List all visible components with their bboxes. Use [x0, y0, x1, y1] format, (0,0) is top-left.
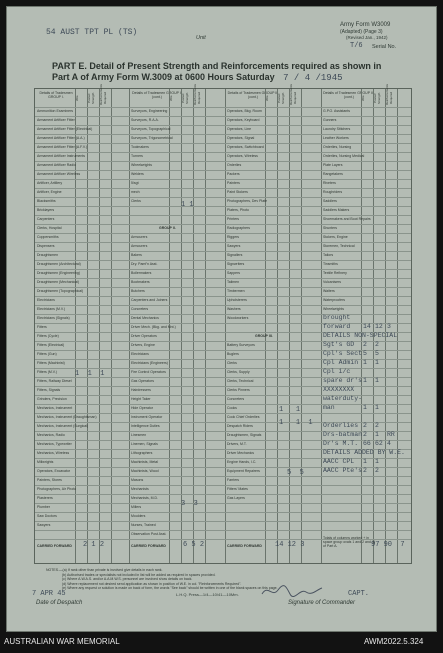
signature-label: Signature of Commander: [288, 600, 356, 606]
trade-label: Surveyors, Topographical: [131, 127, 171, 131]
trade-label: Masons: [131, 478, 144, 482]
printer-line: L.H.Q. Press—1/4—10/41—10Mm.: [176, 592, 239, 597]
trade-label: Butchers: [131, 289, 145, 293]
trade-label: Fitters, Railway Diesel: [37, 379, 72, 383]
trade-label: Armament Artificer Wireless: [37, 172, 81, 176]
column-header-posted: Posted Strength: [87, 92, 95, 104]
trade-label: Wheelwrights: [323, 307, 345, 311]
trade-label: Observation Post Asst.: [131, 532, 167, 536]
trade-label: Operators, Switchboard: [227, 145, 264, 149]
trade-label: Fitters (Machinist): [37, 361, 65, 365]
carried-forward-1: CARRIED FORWARD: [37, 544, 72, 548]
trade-label: Clerks Pinners: [227, 388, 250, 392]
trade-label: Fitters' Mates: [227, 487, 248, 491]
trade-label: Millers: [131, 505, 142, 509]
trade-label: mech: [131, 190, 140, 194]
trade-label: Shoemakers and Boot Repairs: [323, 217, 371, 221]
cpls-sect-value: 5: [375, 350, 379, 357]
trade-label: Operators, Keyboard: [227, 118, 260, 122]
column-header-reinf: Reinforcements Required: [193, 83, 201, 105]
trade-label: Photographers, Air Photo: [37, 487, 77, 491]
form-adapted: (Adapted) (Page 3): [340, 29, 383, 35]
trade-label: spare dr's: [323, 377, 363, 384]
trade-label: Shunters: [323, 226, 338, 230]
trade-label: 5/sgt: [131, 181, 139, 185]
engine-values: 5 5: [287, 469, 304, 477]
trade-label: brought: [323, 314, 351, 321]
trade-label: Saddlers Makers: [323, 208, 350, 212]
trade-label: Vulcanisers: [323, 280, 341, 284]
trade-label: Armourers: [131, 244, 148, 248]
trade-label: Armament Artificer Fitter (A.F.V.): [37, 145, 88, 149]
trade-label: Draughtsmen: [37, 253, 59, 257]
trade-label: Dry. Pamf'n Asst.: [131, 262, 158, 266]
trade-label: Rangetakers: [323, 172, 343, 176]
trade-label: Tailmen: [227, 280, 240, 284]
spare-drs-value: 1: [363, 377, 367, 384]
column-header-posted: Posted Strength: [373, 92, 381, 104]
despatch-label: Date of Despatch: [36, 600, 83, 606]
title-date-typed: 7 / 4 /1945: [283, 73, 343, 83]
trade-label: Mechanics, Radio: [37, 433, 65, 437]
aacc-cpl-value: 1: [363, 458, 367, 465]
trade-label: Sawyers: [227, 244, 241, 248]
totals-col3: 14 12 3: [275, 541, 305, 549]
trade-label: Operators, Excavator: [37, 469, 71, 473]
row-line: [35, 494, 411, 495]
trade-label: Electricians (M.V.): [37, 307, 66, 311]
trade-label: Boilermakers: [131, 271, 152, 275]
row-line: [35, 521, 411, 522]
trade-label: Moulders: [131, 514, 146, 518]
trade-label: Armament Artificer Fitter: [37, 118, 75, 122]
trade-label: Saddlers: [323, 199, 337, 203]
trade-label: Armament Artificer Instruments: [37, 154, 86, 158]
row-line: [35, 215, 411, 216]
serial-typed: T/6: [350, 42, 363, 50]
column-header-we: W.E.: [169, 94, 173, 102]
column-header-we: W.E.: [265, 94, 269, 102]
trade-label: Driver Operators: [131, 334, 157, 338]
trade-label: Storemen, Technical: [323, 244, 355, 248]
trade-label: DETAILS ADDED BY W.E.: [323, 449, 405, 456]
trade-label: Fire Control Operators: [131, 370, 166, 374]
drs-batman-value: 1: [375, 431, 379, 438]
trade-label: Intelligence Duties: [131, 424, 160, 428]
trade-label: Leather Workers: [323, 136, 349, 140]
trade-label: Mechanists, M.D.: [131, 496, 159, 500]
row-line: [35, 287, 411, 288]
row-line: [35, 260, 411, 261]
form-revised: (Revised Jan., 1942): [346, 35, 388, 40]
row-line: [35, 161, 411, 162]
drs-mt-value: 4: [387, 440, 391, 447]
trade-label: Waiters: [323, 289, 335, 293]
mechanists-values: 3 3: [181, 500, 198, 508]
trade-label: Textile Refinery: [323, 271, 347, 275]
trade-label: Hairdressers: [131, 388, 151, 392]
cpl-admin-value: 1: [375, 359, 379, 366]
sgts-gd-value: 2: [363, 341, 367, 348]
header-group3-cont: Details of Tradesmen GROUP III. (cont.): [323, 91, 375, 99]
technical-values: 1 1 1: [279, 419, 313, 427]
mech-values: 1 1: [181, 201, 194, 209]
trade-label: AACC Pte's: [323, 467, 363, 474]
trade-label: Drivers, Engine: [131, 343, 155, 347]
aacc-ptes-value: 2: [363, 467, 367, 474]
row-line: [35, 125, 411, 126]
electricians-values: 1 1 1: [75, 370, 105, 378]
drs-batman-value: 2: [363, 431, 367, 438]
trade-label: Cook Chief Orderlies: [227, 415, 260, 419]
trade-label: Concreters: [227, 397, 245, 401]
trade-label: Electricians (Signals): [37, 316, 70, 320]
column-header-reinf: Reinforcements Required: [385, 83, 393, 105]
trade-label: Welders: [131, 172, 144, 176]
trade-label: Instrument Operator: [131, 415, 163, 419]
trade-label: Woodworkers: [227, 316, 249, 320]
row-line: [35, 512, 411, 513]
trade-label: Tailors: [323, 253, 334, 257]
trade-label: Despatch Riders: [227, 424, 253, 428]
trade-label: Orderlies, Nursing: [323, 145, 352, 149]
serial-label: Serial No.: [372, 44, 397, 50]
trade-label: Carpenters: [37, 217, 55, 221]
despatch-date-typed: 7 APR 45: [32, 590, 66, 598]
trade-label: Surveyors, Engineering: [131, 109, 168, 113]
trade-label: Sawyers: [37, 523, 51, 527]
trade-label: Artificer, Engine: [37, 190, 62, 194]
trade-label: Artificer, Artillery: [37, 181, 63, 185]
row-line: [35, 278, 411, 279]
row-line: [35, 188, 411, 189]
unit-label: Unit: [196, 35, 206, 41]
trade-label: Operators, Wireless: [227, 154, 258, 158]
trade-label: Clerks: [227, 361, 237, 365]
unit-typed: 54 AUST TPT PL (TS): [46, 28, 138, 37]
trade-label: Cpl Admin: [323, 359, 359, 366]
trade-label: Draughtsmen (Engineering): [37, 271, 80, 275]
column-header-posted: Posted Strength: [277, 92, 285, 104]
trade-label: Cpl i/c: [323, 368, 351, 375]
form-name: Army Form W3009: [340, 22, 391, 28]
column-header-posted: Posted Strength: [181, 92, 189, 104]
trade-label: GROUP III.: [255, 334, 273, 338]
row-line: [35, 305, 411, 306]
trade-label: Buglers: [227, 352, 239, 356]
header-group2-cont: Details of Tradesmen GROUP II. (cont.): [227, 91, 279, 99]
carried-forward-3: CARRIED FORWARD: [227, 544, 262, 548]
row-line: [35, 224, 411, 225]
trade-label: DETAILS NON-SPECIAL: [323, 332, 398, 339]
trade-label: Orderlies, Nursing Medical: [323, 154, 365, 158]
trade-label: Clerks, Supply: [227, 370, 250, 374]
trade-label: Draughtsmen, Signals: [227, 433, 262, 437]
row-line: [35, 476, 411, 477]
trade-label: Fitters (Gun): [37, 352, 57, 356]
row-line: [35, 503, 411, 504]
trade-label: Turners: [131, 154, 143, 158]
trade-label: Timbermen: [227, 289, 245, 293]
cpl-admin-value: 1: [363, 359, 367, 366]
row-line: [35, 134, 411, 135]
form-note: (d) Where replacement not desired send application as shown in position of W.E. in col. "Reinforcements Required".: [62, 581, 242, 586]
trade-label: Bakers: [131, 253, 142, 257]
trade-label: Fitters (Electrical): [37, 343, 65, 347]
trade-label: Washers: [227, 307, 241, 311]
trade-label: Mechanists: [131, 487, 149, 491]
row-line: [35, 116, 411, 117]
trade-label: Millwrights: [37, 460, 54, 464]
trade-label: Dental Mechanics: [131, 316, 159, 320]
waterduty-value: 1: [375, 404, 379, 411]
trade-label: Drivers, M.T.: [227, 442, 247, 446]
trade-label: Bootmakers: [131, 280, 150, 284]
trade-label: Lithographers: [131, 451, 153, 455]
trade-label: Dr's M.T.: [323, 440, 359, 447]
trade-label: Mechanics, Wireless: [37, 451, 70, 455]
row-line: [35, 170, 411, 171]
spare-drs-value: 1: [375, 377, 379, 384]
trade-label: Painters, Stores: [37, 478, 62, 482]
trade-label: Fitters (Cycle): [37, 334, 59, 338]
column-header-reinf: Reinforcements Required: [99, 83, 107, 105]
trade-label: Surveyors, Trigonometrical: [131, 136, 173, 140]
row-line: [35, 413, 411, 414]
column-header-we: W.E.: [361, 94, 365, 102]
trade-label: Driver Mech. (Bkg. and Mnt.): [131, 325, 176, 329]
orderlies-value: 2: [375, 422, 379, 429]
trade-label: Grinders, Precision: [37, 397, 67, 401]
trade-label: Bricklayers: [37, 208, 55, 212]
trade-label: Operators, Line: [227, 127, 252, 131]
trade-label: Linemen, Signals: [131, 442, 158, 446]
row-line: [35, 251, 411, 252]
trade-label: waterduty-: [323, 395, 363, 402]
row-line: [35, 152, 411, 153]
trade-label: Gas Layers: [227, 496, 245, 500]
trade-label: Surveyors, R.A.A.: [131, 118, 159, 122]
trade-label: man: [323, 404, 335, 411]
trade-label: Dispensers: [37, 244, 55, 248]
header-group1-cont: Details of Tradesmen GROUP I. (cont.): [132, 91, 182, 99]
cpls-sect-value: 5: [363, 350, 367, 357]
trade-label: AACC CPL: [323, 458, 355, 465]
totals-col2: 6 5 2: [183, 541, 205, 549]
trade-label: Sappers: [227, 271, 241, 275]
waterduty-value: 1: [363, 404, 367, 411]
trade-label: Electricians (Engineers): [131, 361, 168, 365]
trade-label: Printers: [227, 217, 240, 221]
trade-label: Armament Artificer Fitter (Electrical): [37, 127, 93, 131]
row-line: [35, 242, 411, 243]
form-page: [6, 6, 437, 632]
brought-forward-value: 14: [363, 323, 371, 330]
archive-id: AWM2022.5.324: [364, 637, 424, 646]
trade-label: Packers: [227, 172, 240, 176]
trade-label: Engine Hands, I.C.: [227, 460, 257, 464]
trade-label: Mechanics, Typewriter: [37, 442, 72, 446]
trade-label: Clerks: [131, 199, 141, 203]
row-line: [35, 197, 411, 198]
trade-label: Radiographers: [227, 226, 250, 230]
trade-label: Electricians: [131, 352, 149, 356]
trade-label: Fitters: [37, 325, 47, 329]
form-note: (b) Authorised trades or specialists not included in list will be added as required in spaces provided.: [62, 572, 216, 577]
trade-label: Paint Stokers: [227, 190, 248, 194]
trade-label: G.P.O. Assistants: [323, 109, 350, 113]
row-line: [35, 296, 411, 297]
row-line: [35, 269, 411, 270]
trade-label: Coppersmiths: [37, 235, 59, 239]
trade-label: Draughtsmen (Mechanical): [37, 280, 80, 284]
trade-label: Equipment Repairers: [227, 469, 260, 473]
trade-label: Orderlies: [323, 422, 359, 429]
commander-signature: [260, 582, 324, 600]
trade-label: Draughtsmen (Architectural): [37, 262, 81, 266]
aacc-ptes-value: 2: [375, 467, 379, 474]
trade-label: Armourers: [131, 235, 148, 239]
trade-label: Concreters: [131, 307, 149, 311]
part-e-title: PART E. Detail of Present Strength and Reinforcements required as shown in Part A of Army Form W.3009 at 0600 Hours Saturday 7 / 4 /1945: [52, 61, 382, 83]
trade-label: Blacksmiths: [37, 199, 56, 203]
trade-label: Tinsmiths: [323, 262, 338, 266]
trade-label: Orderlies: [227, 163, 242, 167]
trade-label: Riveters: [323, 181, 336, 185]
trade-label: Plate Layers: [323, 163, 343, 167]
trade-label: Linesmen: [131, 433, 147, 437]
trade-label: Armament Artificer Fitter (A.A.): [37, 136, 85, 140]
totals-col4: 97 90 7: [371, 541, 405, 549]
trade-label: Operators, Signal: [227, 136, 255, 140]
row-line: [35, 107, 411, 108]
trade-label: Plasterers: [37, 496, 53, 500]
trade-label: Signwriters: [227, 262, 245, 266]
trade-label: Platers, Photo: [227, 208, 249, 212]
trade-label: Wheelwrights: [131, 163, 153, 167]
trade-label: Stokers, Engine: [323, 235, 348, 239]
trade-label: Ammunition Examiners: [37, 109, 73, 113]
trade-label: Upholsterers: [227, 298, 247, 302]
trade-label: Driver Mechanics: [227, 451, 255, 455]
trade-label: Saw Doctors: [37, 514, 57, 518]
trade-label: Machinists, Wood: [131, 469, 159, 473]
trade-label: Sgt's GD: [323, 341, 355, 348]
form-note: NOTES.—(a) If rank other than private is involved give details in each rank.: [46, 568, 163, 572]
trade-label: Mechanics, Instrument (Surgical): [37, 424, 89, 428]
clerks-values: 1 1: [279, 406, 301, 414]
header-group1: Details of Tradesmen GROUP I.: [39, 91, 73, 99]
trade-label: Operators, Bkg. Room: [227, 109, 262, 113]
brought-forward-value: 12: [375, 323, 383, 330]
trade-label: Gas Operators: [131, 379, 154, 383]
totals-col1: 2 1 2: [83, 541, 105, 549]
carried-forward-2: CARRIED FORWARD: [131, 544, 166, 548]
trade-label: Farriers: [227, 478, 240, 482]
row-line: [35, 179, 411, 180]
trade-label: Cpl's Sect: [323, 350, 363, 357]
trade-label: Mechanics, Instrument (Draughtsman): [37, 415, 97, 419]
drs-mt-value: 66: [363, 440, 371, 447]
trade-label: Machinists, Metal: [131, 460, 159, 464]
orderlies-value: 2: [363, 422, 367, 429]
trade-label: Painters: [227, 181, 240, 185]
strength-table: [34, 83, 412, 564]
trade-label: Draughtsmen (Topographical): [37, 289, 84, 293]
trade-label: Plumber: [37, 505, 51, 509]
trade-label: Height Taker: [131, 397, 151, 401]
trade-label: Cooks: [227, 406, 237, 410]
trade-label: Toolmakers: [131, 145, 149, 149]
trade-label: Clerks, Technical: [227, 379, 254, 383]
trade-label: Photographers, Dev Plate: [227, 199, 268, 203]
row-line: [35, 206, 411, 207]
column-header-reinf: Reinforcements Required: [289, 83, 297, 105]
trade-label: Fitters (M.V.): [37, 370, 57, 374]
trade-label: XXXXXXXX: [323, 386, 355, 393]
trade-label: Carpenters and Joiners: [131, 298, 168, 302]
drs-batman-value: RR: [387, 431, 395, 438]
row-line: [35, 143, 411, 144]
trade-label: forward: [323, 323, 351, 330]
drs-mt-value: 62: [375, 440, 383, 447]
trade-label: Signallers: [227, 253, 243, 257]
aacc-cpl-value: 1: [375, 458, 379, 465]
trade-label: Roughriders: [323, 190, 343, 194]
column-header-we: W.E.: [75, 94, 79, 102]
trade-label: Gunners: [323, 118, 337, 122]
trade-label: GROUP II.: [159, 226, 176, 230]
trade-label: Mechanics, Instrument: [37, 406, 73, 410]
archive-caption: AUSTRALIAN WAR MEMORIAL: [4, 637, 120, 646]
trade-label: Riggers: [227, 235, 240, 239]
trade-label: Nurses, Trained: [131, 523, 156, 527]
trade-label: Fitters, Signals: [37, 388, 61, 392]
trade-label: Battery Surveyors: [227, 343, 255, 347]
form-note: (c) Where A.W.A.S. and/or A.A.M.W.S. personnel are involved show details on back.: [62, 577, 193, 581]
row-line: [35, 233, 411, 234]
trade-label: Armament Artificer Radio: [37, 163, 76, 167]
trade-label: Electricians: [37, 298, 55, 302]
trade-label: Hide Operator: [131, 406, 153, 410]
form-note: (e) Where any request or solution is made on back of form, the words "See back" should be written in one of the blank spaces on this page.: [62, 586, 278, 590]
trade-label: Drs-batman: [323, 431, 363, 438]
trade-label: Laundry Stitchers: [323, 127, 351, 131]
rank-typed: CAPT.: [348, 590, 370, 598]
row-line: [35, 485, 411, 486]
trade-label: Clerks, Hospital: [37, 226, 62, 230]
sgts-gd-value: 2: [375, 341, 379, 348]
brought-forward-value: 3: [387, 323, 391, 330]
row-line: [35, 530, 411, 531]
totals-label: Totals of columns worked + in space group ovals 1 and 2 and (t) of Part A.: [323, 536, 376, 548]
trade-label: Waterproofers: [323, 298, 346, 302]
